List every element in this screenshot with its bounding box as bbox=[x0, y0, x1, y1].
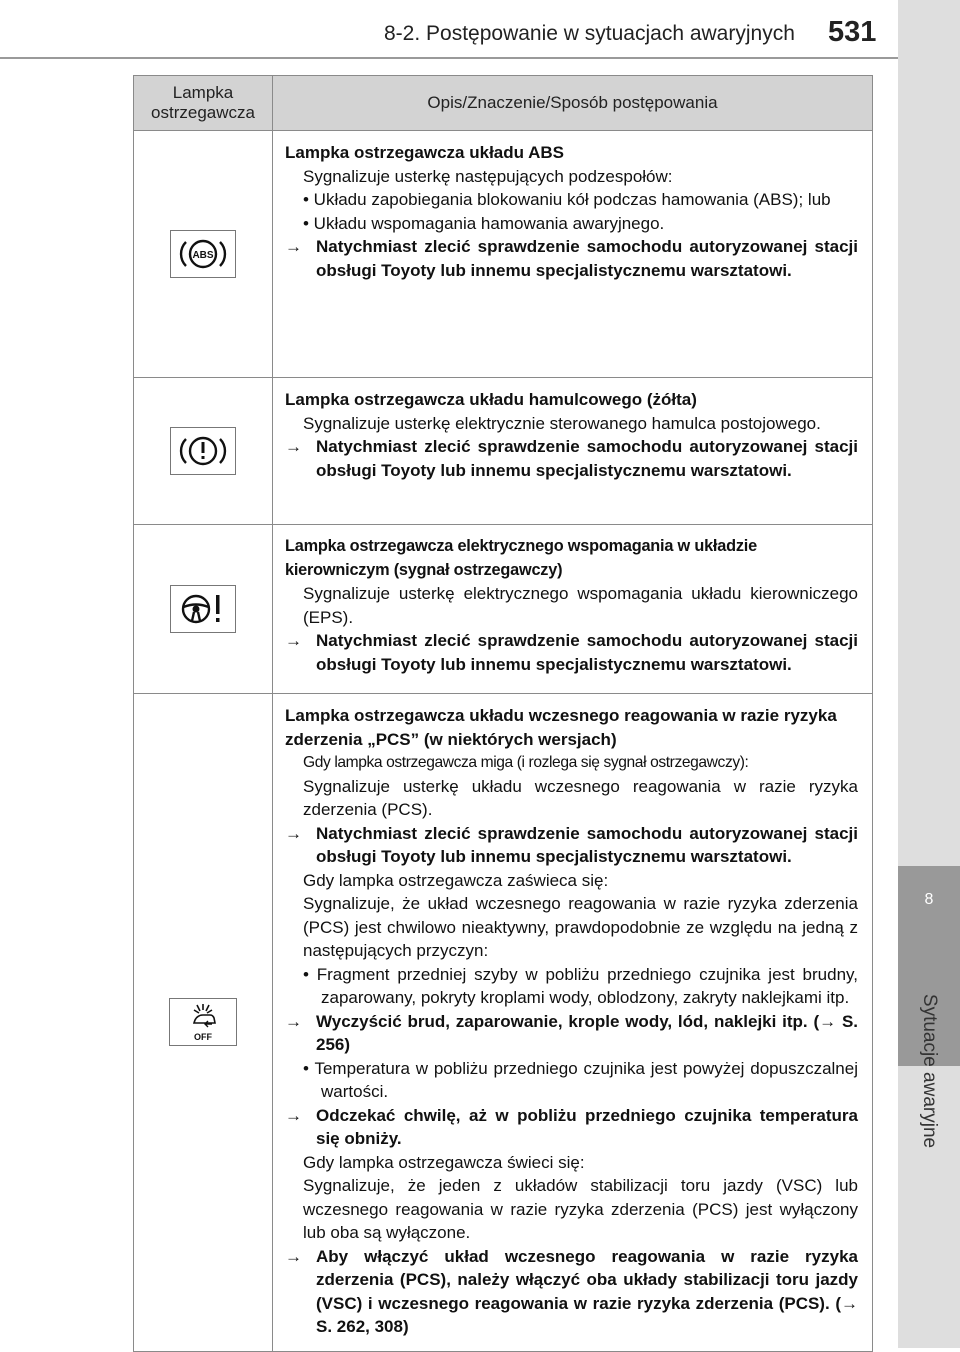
action-instruction: → Natychmiast zlecić sprawdzenie samochodu autoryzowanej stacji obsługi Toyoty lub innemu specjalistycznemu warsztatowi. bbox=[285, 437, 858, 480]
icon-cell bbox=[134, 525, 273, 694]
warning-lamp-table bbox=[133, 75, 873, 1352]
action-instruction: → Wyczyścić brud, zaparowanie, krople wody, lód, naklejki itp. (→ S. 256) bbox=[285, 1011, 858, 1054]
description-cell bbox=[273, 131, 873, 378]
case-heading: Gdy lampka ostrzegawcza świeci się: bbox=[303, 1152, 585, 1172]
icon-cell bbox=[134, 694, 273, 1352]
action-instruction: → Odczekać chwilę, aż w pobliżu przedniego czujnika temperatura się obniży. bbox=[285, 1105, 858, 1148]
lamp-title: Lampka ostrzegawcza elektrycznego wspomagania w układzie kierowniczym (sygnał ostrzegawczy) bbox=[285, 537, 757, 579]
list-item: • Układu zapobiegania blokowaniu kół podczas hamowania (ABS); lub bbox=[303, 190, 831, 209]
table-row bbox=[134, 694, 873, 1352]
arrow-icon: → bbox=[285, 1105, 302, 1125]
lamp-title: Lampka ostrzegawcza układu wczesnego reagowania w razie ryzyka zderzenia „PCS” (w niektórych wersjach) bbox=[285, 706, 837, 749]
table-row bbox=[134, 131, 873, 378]
table-row bbox=[134, 378, 873, 525]
lamp-description: Sygnalizuje, że jeden z układów stabilizacji toru jazdy (VSC) lub wczesnego reagowania w razie ryzyka zderzenia (PCS) jest wyłączony lub oba są wyłączone. bbox=[303, 1176, 858, 1242]
arrow-icon: → bbox=[285, 237, 302, 256]
arrow-icon: → bbox=[285, 1011, 302, 1031]
case-heading: Gdy lampka ostrzegawcza miga (i rozlega się sygnał ostrzegawczy): bbox=[303, 754, 749, 771]
eps-warning-icon bbox=[170, 585, 236, 633]
action-instruction: → Natychmiast zlecić sprawdzenie samochodu autoryzowanej stacji obsługi Toyoty lub innemu specjalistycznemu warsztatowi. bbox=[285, 237, 858, 280]
column-header-lamp: Lampka ostrzegawcza bbox=[134, 76, 273, 131]
section-title: 8-2. Postępowanie w sytuacjach awaryjnych bbox=[384, 22, 795, 45]
case-heading: Gdy lampka ostrzegawcza zaświeca się: bbox=[303, 870, 609, 890]
list-item: • Temperatura w pobliżu przedniego czujnika jest powyżej dopuszczalnej wartości. bbox=[303, 1058, 858, 1101]
action-instruction: → Aby włączyć układ wczesnego reagowania w razie ryzyka zderzenia (PCS), należy włączyć oba układy stabilizacji toru jazdy (VSC) i wczesnego reagowania w razie ryzyka zderzenia (PCS). (→ S. 262, 308) bbox=[285, 1246, 858, 1336]
lamp-description: Sygnalizuje, że układ wczesnego reagowania w razie ryzyka zderzenia (PCS) jest chwilowo nieaktywny, prawdopodobnie ze względu na jedną z następujących przyczyn: bbox=[303, 894, 858, 960]
description-cell bbox=[273, 694, 873, 1352]
icon-cell bbox=[134, 131, 273, 378]
action-instruction: → Natychmiast zlecić sprawdzenie samochodu autoryzowanej stacji obsługi Toyoty lub innemu specjalistycznemu warsztatowi. bbox=[285, 823, 858, 866]
description-cell bbox=[273, 525, 873, 694]
arrow-icon: → bbox=[285, 823, 302, 843]
lamp-title: Lampka ostrzegawcza układu hamulcowego (żółta) bbox=[285, 390, 697, 409]
pcs-off-icon bbox=[169, 998, 237, 1046]
lamp-description: Sygnalizuje usterkę układu wczesnego reagowania w razie ryzyka zderzenia (PCS). bbox=[303, 776, 858, 819]
arrow-icon: → bbox=[285, 437, 302, 456]
lamp-description: Sygnalizuje usterkę następujących podzespołów: bbox=[303, 166, 673, 186]
page-number: 531 bbox=[828, 16, 877, 48]
list-item: • Fragment przedniej szyby w pobliżu przedniego czujnika jest brudny, zaparowany, pokryty kroplami wody, oblodzony, zakryty naklejkami itp. bbox=[303, 964, 858, 1007]
arrow-icon: → bbox=[285, 1246, 302, 1266]
svg-text:ABS: ABS bbox=[192, 250, 214, 261]
icon-cell bbox=[134, 378, 273, 525]
chapter-title: Sytuacje awaryjne bbox=[919, 993, 940, 1149]
description-cell bbox=[273, 378, 873, 525]
abs-warning-icon bbox=[170, 230, 236, 278]
lamp-description: Sygnalizuje usterkę elektrycznego wspomagania układu kierowniczego (EPS). bbox=[303, 584, 858, 627]
arrow-icon: → bbox=[285, 631, 302, 650]
header-rule bbox=[0, 57, 898, 59]
chapter-title-wrapper bbox=[919, 993, 949, 1260]
table-row bbox=[134, 525, 873, 694]
list-item: • Układu wspomagania hamowania awaryjnego. bbox=[303, 213, 665, 233]
lamp-title: Lampka ostrzegawcza układu ABS bbox=[285, 143, 565, 162]
svg-text:OFF: OFF bbox=[194, 1032, 212, 1043]
chapter-number: 8 bbox=[924, 891, 934, 908]
column-header-description: Opis/Znaczenie/Sposób postępowania bbox=[273, 76, 873, 131]
table-header-row bbox=[134, 76, 873, 131]
lamp-description: Sygnalizuje usterkę elektrycznie sterowanego hamulca postojowego. bbox=[303, 413, 821, 433]
brake-warning-icon bbox=[170, 427, 236, 475]
action-instruction: → Natychmiast zlecić sprawdzenie samochodu autoryzowanej stacji obsługi Toyoty lub innemu specjalistycznemu warsztatowi. bbox=[285, 631, 858, 674]
